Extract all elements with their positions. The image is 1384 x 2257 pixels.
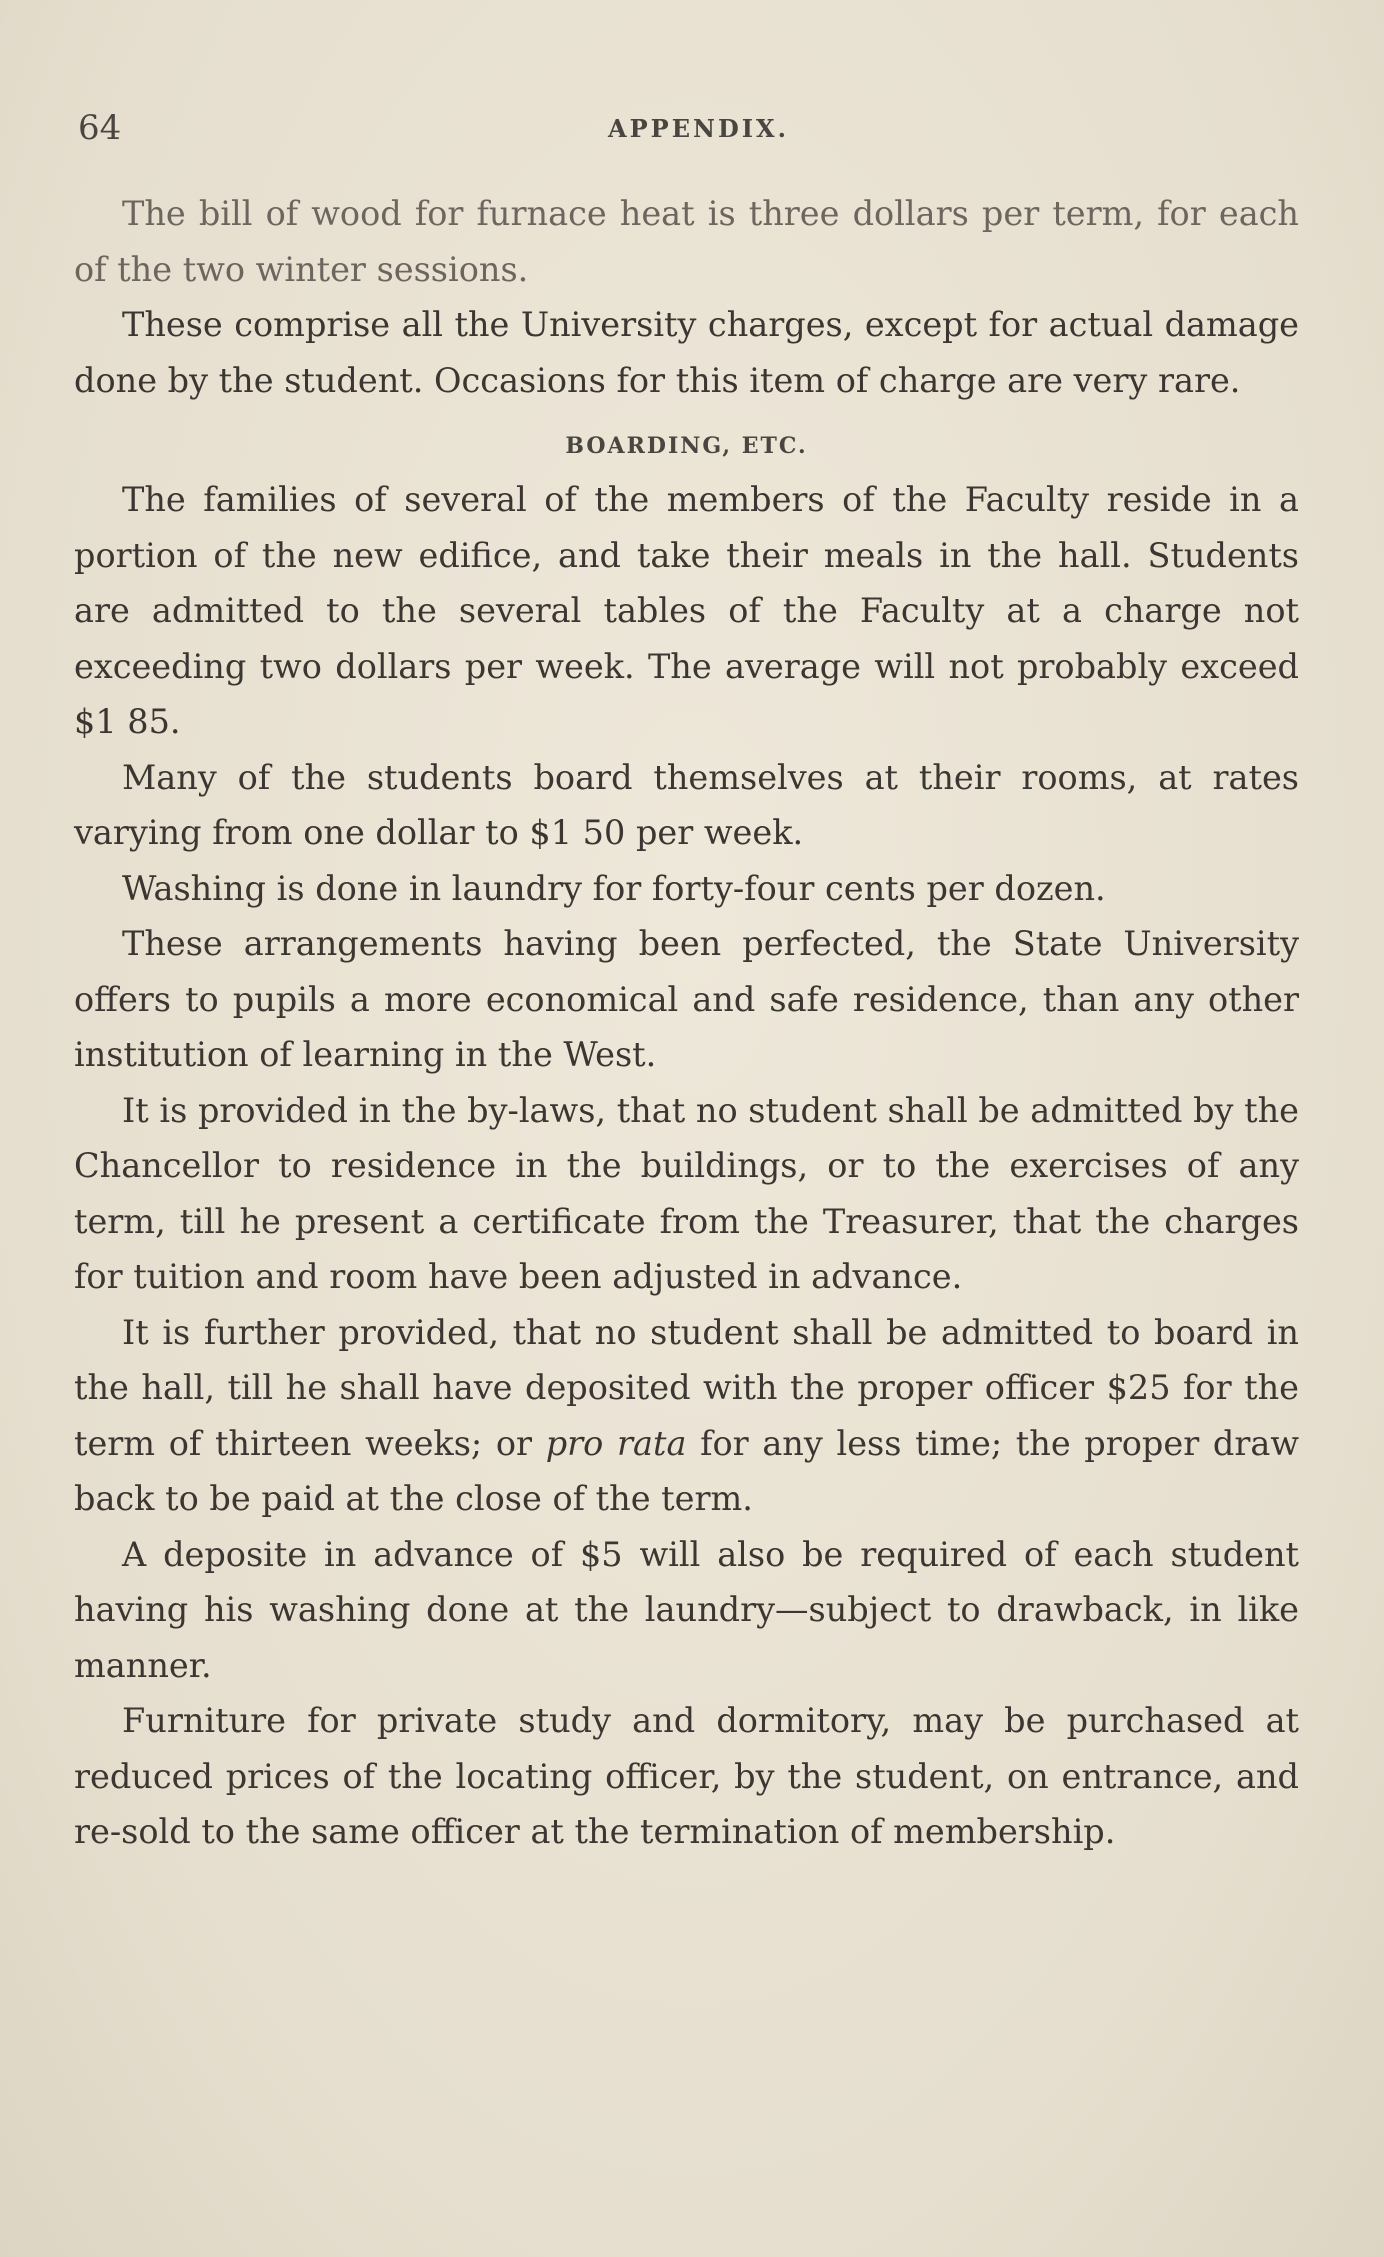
paragraph-furniture: Furniture for private study and dormitory, may be purchased at reduced prices of the locating officer, by the student, on entrance, and re-sold to the same officer at the termination of membership. [74,1701,1299,1851]
page-header [78,108,1308,148]
pro-rata-italic: pro rata [545,1423,687,1463]
paragraph-faculty-tables: The families of several of the members of the Faculty reside in a portion of the new edifice, and take their meals in the hall. Students are admitted to the several tables of the Faculty at a charge not exceeding two dollars per week. The average will not probably exceed $1 85. [74,480,1299,741]
paragraph-laundry-deposit: A deposite in advance of $5 will also be required of each student having his washing done at the laundry—subject to drawback, in like manner. [74,1534,1299,1685]
paragraph-bylaws: It is provided in the by-laws, that no student shall be admitted by the Chancellor to residence in the buildings, or to the exercises of any term, till he present a certificate from the Treasurer, that the charges for tuition and room have been adjusted in advance. [74,1090,1299,1296]
paragraph-furnace-wood: The bill of wood for furnace heat is three dollars per term, for each of the two winter sessions. [74,194,1299,289]
section-heading: BOARDING, ETC. [565,433,808,459]
running-head: APPENDIX. [608,114,789,143]
board-deposit-text-end: for any less time; the proper draw back to be paid at the close of the term. [74,1423,1299,1518]
paragraph-washing: Washing is done in laundry for forty-four cents per dozen. [122,868,1106,908]
board-deposit-text-start: It is further provided, that no student shall be admitted to board in the hall, till he shall have deposited with the proper officer $25 for the term of thirteen weeks; or [74,1312,1299,1463]
paragraph-university-charges: These comprise all the University charges, except for actual damage done by the student. Occasions for this item of charge are very rare. [74,305,1299,400]
paragraph-arrangements: These arrangements having been perfected, the State University offers to pupils a more economical and safe residence, than any other institution of learning in the West. [74,924,1299,1074]
page-number: 64 [78,108,122,148]
body-text [74,186,1299,1860]
paragraph-self-board: Many of the students board themselves at their rooms, at rates varying from one dollar to $1 50 per week. [74,757,1299,852]
paragraph-board-deposit [74,1305,1299,1527]
